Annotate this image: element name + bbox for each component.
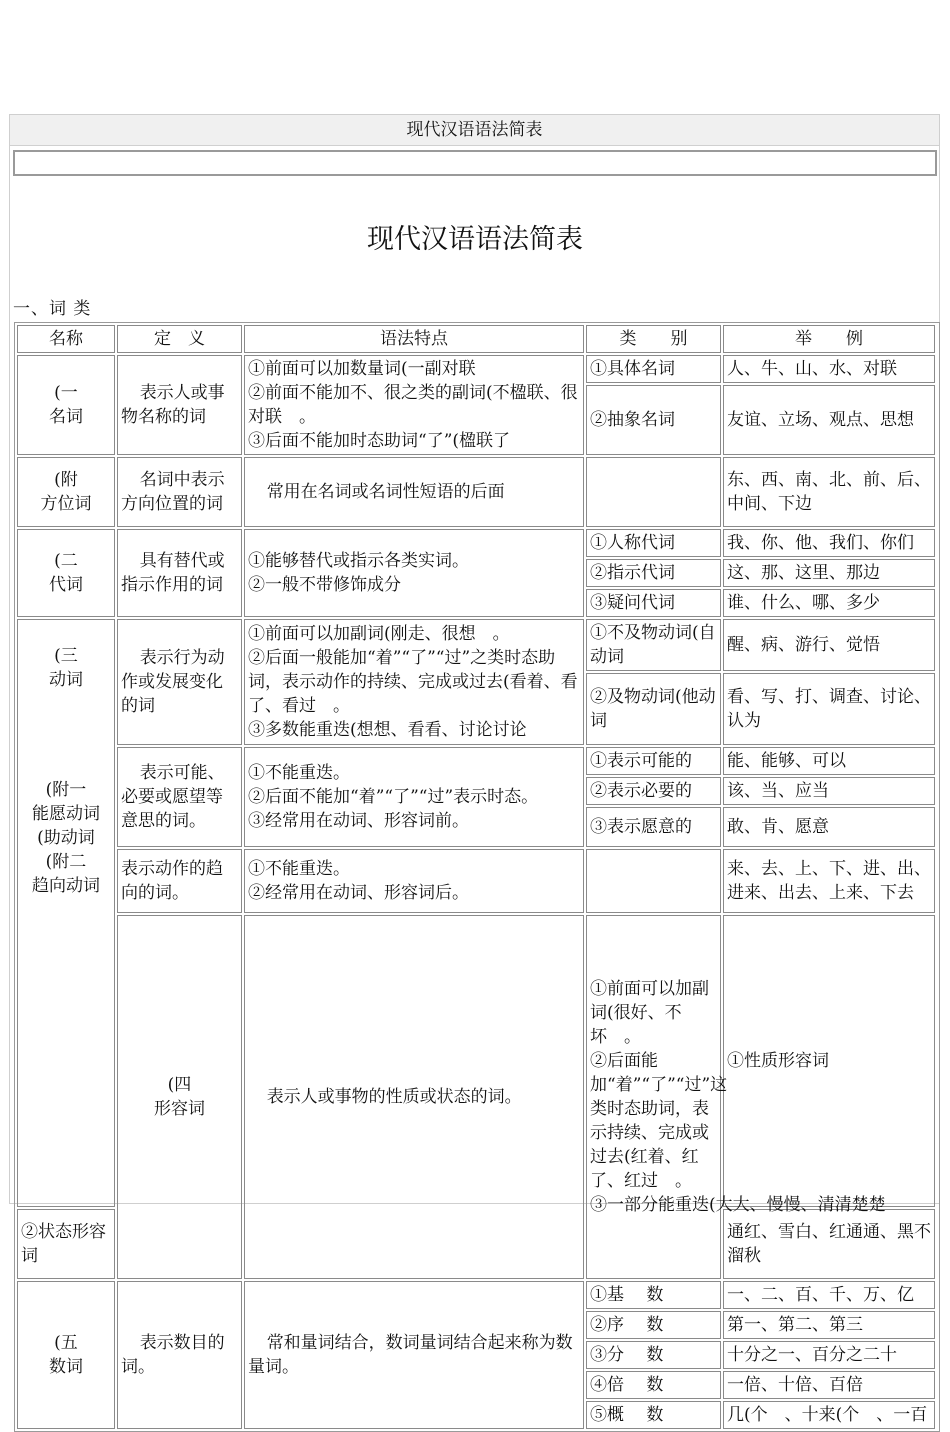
table-row xyxy=(17,1281,937,1309)
modal-example-2: 该、当、应当 xyxy=(723,777,935,805)
locative-example: 东、西、南、北、前、后、中间、下边 xyxy=(723,457,935,527)
modal-definition: 表示可能、必要或愿望等意思的词。 xyxy=(117,747,242,847)
locative-features: 常用在名词或名词性短语的后面 xyxy=(244,457,584,527)
table-row xyxy=(17,529,937,557)
adjective-features: ①前面可以加副词(很好、不坏 。 ②后面能加“着”“了”“过”这类时态助词，表示持续、完成或过去(红着、红了、红过 。 ③一部分能重迭(大大、慢慢、清清楚楚 xyxy=(586,915,721,1279)
modal-example-3: 敢、肯、愿意 xyxy=(723,807,935,847)
numeral-definition: 表示数目的词。 xyxy=(117,1281,242,1429)
pronoun-example-1: 我、你、他、我们、你们 xyxy=(723,529,935,557)
modal-category-1: ①表示可能的 xyxy=(586,747,721,775)
modal-features: ①不能重迭。 ②后面不能加“着”“了”“过”表示时态。 ③经常用在动词、形容词前。 xyxy=(244,747,584,847)
numeral-example-2: 第一、第二、第三 xyxy=(723,1311,935,1339)
numeral-features: 常和量词结合，数词量词结合起来称为数量词。 xyxy=(244,1281,584,1429)
section-title: 一、词 类 xyxy=(13,299,92,319)
table-row xyxy=(17,619,937,671)
numeral-example-1: 一、二、百、千、万、亿 xyxy=(723,1281,935,1309)
locative-name: (附 方位词 xyxy=(17,457,115,527)
numeral-example-5: 几(个 、十来(个 、一百 xyxy=(723,1401,935,1429)
verb-example-1: 醒、病、游行、觉悟 xyxy=(723,619,935,671)
pronoun-name: (二 代词 xyxy=(17,529,115,617)
verb-category-1: ①不及物动词(自动词 xyxy=(586,619,721,671)
table-row xyxy=(17,849,937,913)
numeral-category-5: ⑤概 数 xyxy=(586,1401,721,1429)
verb-features: ①前面可以加副词(刚走、很想 。 ②后面一般能加“着”“了”“过”之类时态助词，表示动作的持续、完成或过去(看着、看了、看过 。 ③多数能重迭(想想、看看、讨论讨论 xyxy=(244,619,584,745)
table-row xyxy=(17,457,937,527)
pronoun-example-3: 谁、什么、哪、多少 xyxy=(723,589,935,617)
empty-input-box xyxy=(13,150,937,176)
table-row xyxy=(17,915,937,1207)
numeral-category-2: ②序 数 xyxy=(586,1311,721,1339)
grammar-table xyxy=(14,322,940,1432)
pronoun-definition: 具有替代或指示作用的词 xyxy=(117,529,242,617)
locative-definition: 名词中表示方向位置的词 xyxy=(117,457,242,527)
page-title: 现代汉语语法简表 xyxy=(367,224,583,255)
modal-category-2: ②表示必要的 xyxy=(586,777,721,805)
directional-features: ①不能重迭。 ②经常用在动词、形容词后。 xyxy=(244,849,584,913)
noun-definition: 表示人或事物名称的词 xyxy=(117,355,242,455)
adjective-category-1: ①性质形容词 xyxy=(723,915,935,1207)
numeral-example-4: 一倍、十倍、百倍 xyxy=(723,1371,935,1399)
noun-category-1: ①具体名词 xyxy=(586,355,721,383)
header-definition: 定 义 xyxy=(117,325,242,353)
numeral-name: (五 数词 xyxy=(17,1281,115,1429)
pronoun-example-2: 这、那、这里、那边 xyxy=(723,559,935,587)
table-row xyxy=(17,747,937,775)
adjective-definition: 表示人或事物的性质或状态的词。 xyxy=(244,915,584,1279)
numeral-category-4: ④倍 数 xyxy=(586,1371,721,1399)
directional-example: 来、去、上、下、进、出、进来、出去、上来、下去 xyxy=(723,849,935,913)
noun-features: ①前面可以加数量词(一副对联 ②前面不能加不、很之类的副词(不楹联、很对联 。 ③后面不能加时态助词“了”(楹联了 xyxy=(244,355,584,455)
table-header-row xyxy=(17,325,937,353)
table-row xyxy=(17,355,937,383)
verb-category-2: ②及物动词(他动词 xyxy=(586,673,721,745)
pronoun-category-3: ③疑问代词 xyxy=(586,589,721,617)
verb-definition: 表示行为动作或发展变化的词 xyxy=(117,619,242,745)
numeral-category-3: ③分 数 xyxy=(586,1341,721,1369)
directional-definition: 表示动作的趋向的词。 xyxy=(117,849,242,913)
verb-example-2: 看、写、打、调查、讨论、认为 xyxy=(723,673,935,745)
header-category: 类 别 xyxy=(586,325,721,353)
header-name: 名称 xyxy=(17,325,115,353)
header-examples: 举 例 xyxy=(723,325,935,353)
pronoun-features: ①能够替代或指示各类实词。 ②一般不带修饰成分 xyxy=(244,529,584,617)
adjective-example-2: 通红、雪白、红通通、黑不溜秋 xyxy=(723,1209,935,1279)
noun-category-2: ②抽象名词 xyxy=(586,385,721,455)
noun-name: (一 名词 xyxy=(17,355,115,455)
locative-category xyxy=(586,457,721,527)
adjective-name: (四 形容词 xyxy=(117,915,242,1279)
noun-example-1: 人、牛、山、水、对联 xyxy=(723,355,935,383)
noun-example-2: 友谊、立场、观点、思想 xyxy=(723,385,935,455)
directional-category xyxy=(586,849,721,913)
modal-category-3: ③表示愿意的 xyxy=(586,807,721,847)
pronoun-category-2: ②指示代词 xyxy=(586,559,721,587)
document-header-title: 现代汉语语法简表 xyxy=(10,115,939,146)
numeral-category-1: ①基 数 xyxy=(586,1281,721,1309)
adjective-category-2: ②状态形容词 xyxy=(17,1209,115,1279)
pronoun-category-1: ①人称代词 xyxy=(586,529,721,557)
verb-name: (三 动词 (附一 能愿动词 (助动词 (附二 趋向动词 xyxy=(17,619,115,1207)
modal-example-1: 能、能够、可以 xyxy=(723,747,935,775)
numeral-example-3: 十分之一、百分之二十 xyxy=(723,1341,935,1369)
header-features: 语法特点 xyxy=(244,325,584,353)
